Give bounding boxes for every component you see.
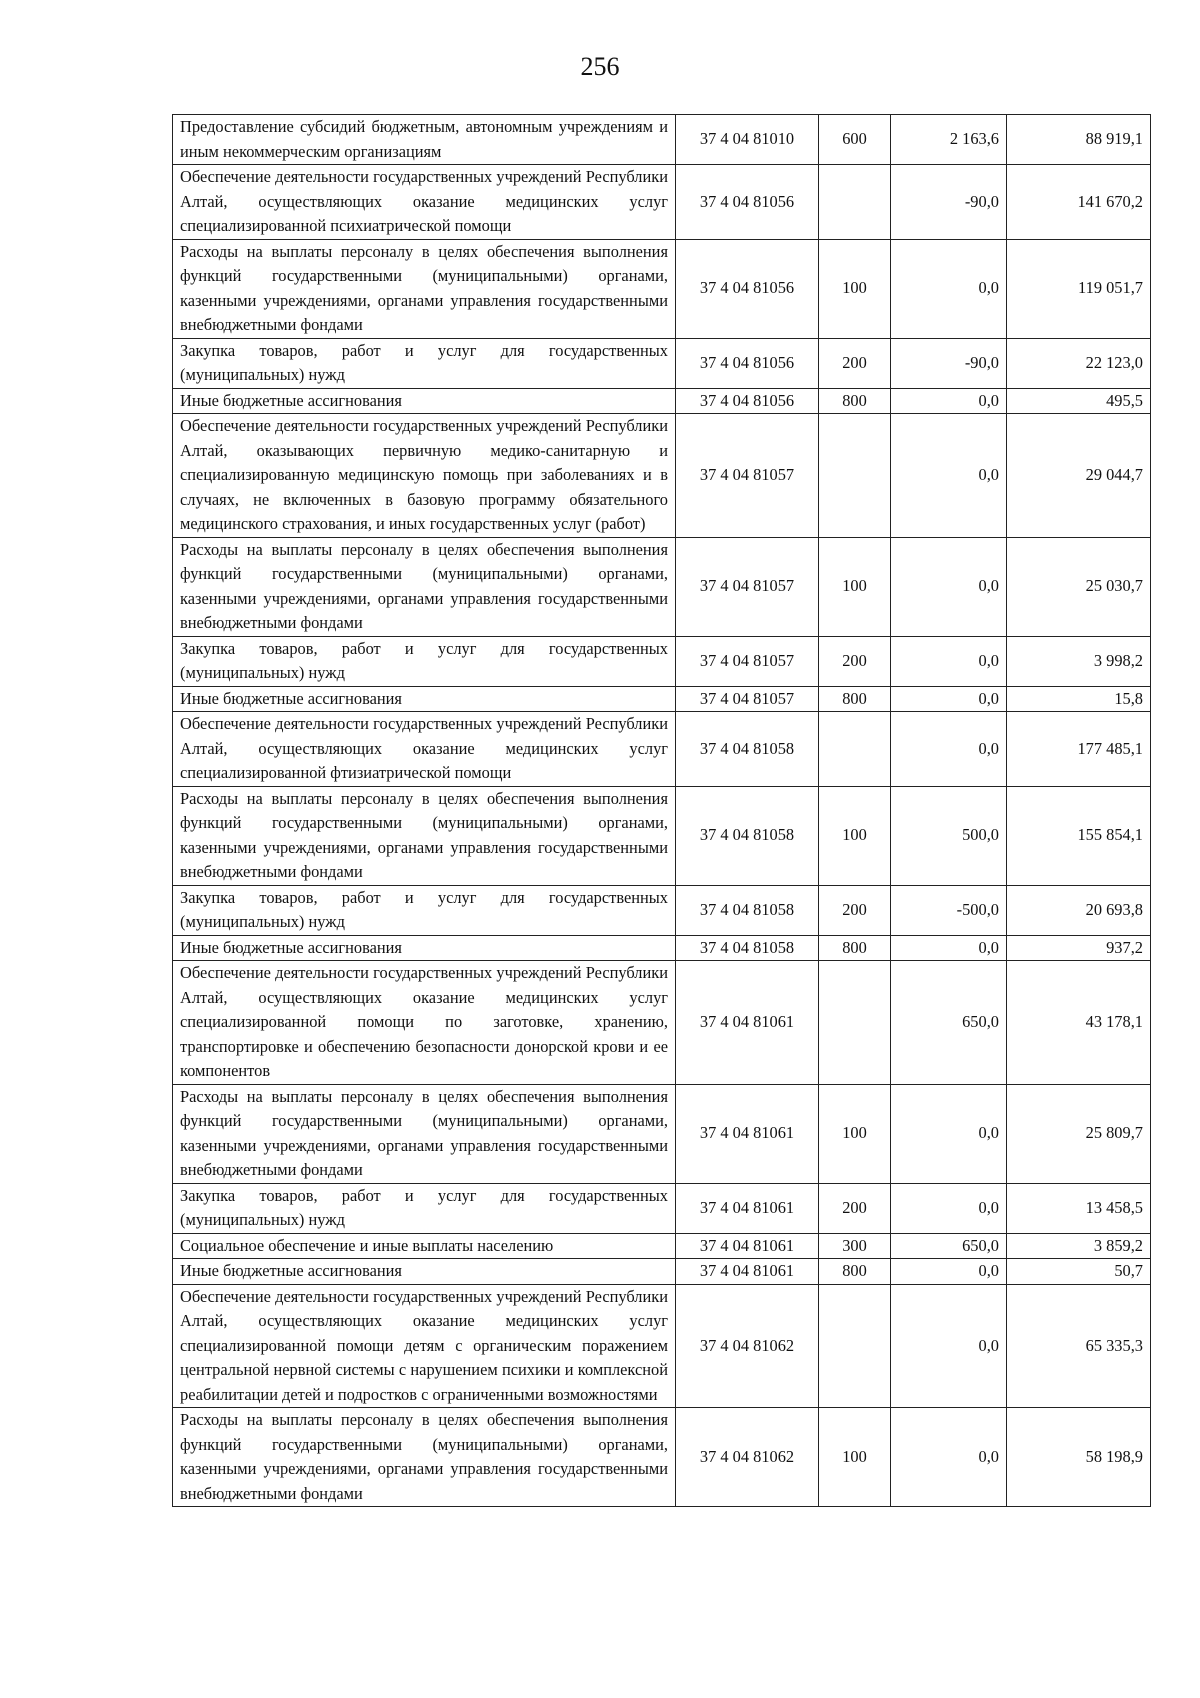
row-code: 37 4 04 81058: [676, 712, 819, 787]
row-name: Иные бюджетные ассигнования: [173, 1259, 676, 1285]
row-expense-type: [819, 414, 891, 538]
row-total: 177 485,1: [1007, 712, 1151, 787]
row-change: -90,0: [891, 338, 1007, 388]
row-change: 0,0: [891, 388, 1007, 414]
row-change: 650,0: [891, 1233, 1007, 1259]
row-code: 37 4 04 81061: [676, 1233, 819, 1259]
table-row: [173, 414, 1151, 538]
row-total: 25 809,7: [1007, 1084, 1151, 1183]
table-row: [173, 537, 1151, 636]
row-name: Закупка товаров, работ и услуг для государственных (муниципальных) нужд: [173, 338, 676, 388]
row-name: Закупка товаров, работ и услуг для государственных (муниципальных) нужд: [173, 636, 676, 686]
row-expense-type: 200: [819, 885, 891, 935]
row-change: 0,0: [891, 1408, 1007, 1507]
row-code: 37 4 04 81056: [676, 239, 819, 338]
row-name: Обеспечение деятельности государственных учреждений Республики Алтай, осуществляющих оказание медицинских услуг специализированной помощи детям с органическим поражением центральной нервной системы с нарушением психики и комплексной реабилитации детей и подростков с ограниченными возможностями: [173, 1284, 676, 1408]
row-expense-type: [819, 1284, 891, 1408]
row-expense-type: 200: [819, 338, 891, 388]
table-row: [173, 115, 1151, 165]
row-code: 37 4 04 81058: [676, 786, 819, 885]
row-expense-type: 100: [819, 1084, 891, 1183]
row-change: 0,0: [891, 414, 1007, 538]
row-name: Обеспечение деятельности государственных учреждений Республики Алтай, осуществляющих оказание медицинских услуг специализированной фтизиатрической помощи: [173, 712, 676, 787]
table-row: [173, 686, 1151, 712]
row-code: 37 4 04 81056: [676, 165, 819, 240]
row-total: 25 030,7: [1007, 537, 1151, 636]
row-change: 0,0: [891, 1183, 1007, 1233]
table-row: [173, 1084, 1151, 1183]
table-row: [173, 1233, 1151, 1259]
row-change: 0,0: [891, 636, 1007, 686]
row-total: 155 854,1: [1007, 786, 1151, 885]
row-code: 37 4 04 81010: [676, 115, 819, 165]
row-name: Предоставление субсидий бюджетным, автономным учреждениям и иным некоммерческим организациям: [173, 115, 676, 165]
row-total: 119 051,7: [1007, 239, 1151, 338]
table-row: [173, 388, 1151, 414]
row-change: 650,0: [891, 961, 1007, 1085]
page-number: 256: [580, 52, 620, 81]
table-row: [173, 165, 1151, 240]
row-code: 37 4 04 81057: [676, 537, 819, 636]
row-expense-type: 800: [819, 388, 891, 414]
row-code: 37 4 04 81061: [676, 1259, 819, 1285]
row-total: 65 335,3: [1007, 1284, 1151, 1408]
row-total: 58 198,9: [1007, 1408, 1151, 1507]
table-row: [173, 1259, 1151, 1285]
row-change: 500,0: [891, 786, 1007, 885]
row-change: 0,0: [891, 239, 1007, 338]
row-name: Иные бюджетные ассигнования: [173, 388, 676, 414]
row-name: Иные бюджетные ассигнования: [173, 686, 676, 712]
row-name: Расходы на выплаты персоналу в целях обеспечения выполнения функций государственными (муниципальными) органами, казенными учреждениями, органами управления государственными внебюджетными фондами: [173, 1408, 676, 1507]
row-code: 37 4 04 81061: [676, 1084, 819, 1183]
row-change: 0,0: [891, 1284, 1007, 1408]
row-total: 495,5: [1007, 388, 1151, 414]
row-change: 0,0: [891, 712, 1007, 787]
row-expense-type: 100: [819, 537, 891, 636]
row-name: Расходы на выплаты персоналу в целях обеспечения выполнения функций государственными (муниципальными) органами, казенными учреждениями, органами управления государственными внебюджетными фондами: [173, 537, 676, 636]
row-name: Социальное обеспечение и иные выплаты населению: [173, 1233, 676, 1259]
row-code: 37 4 04 81058: [676, 935, 819, 961]
row-code: 37 4 04 81057: [676, 414, 819, 538]
row-total: 50,7: [1007, 1259, 1151, 1285]
table-row: [173, 338, 1151, 388]
row-name: Расходы на выплаты персоналу в целях обеспечения выполнения функций государственными (муниципальными) органами, казенными учреждениями, органами управления государственными внебюджетными фондами: [173, 239, 676, 338]
table-row: [173, 935, 1151, 961]
row-name: Иные бюджетные ассигнования: [173, 935, 676, 961]
row-total: 141 670,2: [1007, 165, 1151, 240]
row-change: 0,0: [891, 935, 1007, 961]
row-total: 3 859,2: [1007, 1233, 1151, 1259]
row-expense-type: [819, 961, 891, 1085]
row-change: -90,0: [891, 165, 1007, 240]
row-total: 88 919,1: [1007, 115, 1151, 165]
row-expense-type: 300: [819, 1233, 891, 1259]
row-total: 20 693,8: [1007, 885, 1151, 935]
row-expense-type: [819, 712, 891, 787]
row-total: 29 044,7: [1007, 414, 1151, 538]
row-change: -500,0: [891, 885, 1007, 935]
table-row: [173, 636, 1151, 686]
row-name: Расходы на выплаты персоналу в целях обеспечения выполнения функций государственными (муниципальными) органами, казенными учреждениями, органами управления государственными внебюджетными фондами: [173, 786, 676, 885]
table-row: [173, 1408, 1151, 1507]
row-expense-type: 100: [819, 786, 891, 885]
table-row: [173, 239, 1151, 338]
row-name: Закупка товаров, работ и услуг для государственных (муниципальных) нужд: [173, 885, 676, 935]
row-total: 13 458,5: [1007, 1183, 1151, 1233]
row-change: 2 163,6: [891, 115, 1007, 165]
row-expense-type: 800: [819, 686, 891, 712]
row-code: 37 4 04 81056: [676, 388, 819, 414]
row-total: 3 998,2: [1007, 636, 1151, 686]
row-expense-type: 100: [819, 239, 891, 338]
row-name: Обеспечение деятельности государственных учреждений Республики Алтай, оказывающих первичную медико-санитарную и специализированную медицинскую помощь при заболеваниях и в случаях, не включенных в базовую программу обязательного медицинского страхования, и иных государственных услуг (работ): [173, 414, 676, 538]
row-code: 37 4 04 81058: [676, 885, 819, 935]
budget-table: [172, 114, 1151, 1507]
table-row: [173, 961, 1151, 1085]
table-row: [173, 786, 1151, 885]
row-name: Расходы на выплаты персоналу в целях обеспечения выполнения функций государственными (муниципальными) органами, казенными учреждениями, органами управления государственными внебюджетными фондами: [173, 1084, 676, 1183]
row-code: 37 4 04 81057: [676, 636, 819, 686]
row-expense-type: 100: [819, 1408, 891, 1507]
row-expense-type: 800: [819, 1259, 891, 1285]
table-row: [173, 885, 1151, 935]
row-expense-type: 200: [819, 1183, 891, 1233]
table-row: [173, 712, 1151, 787]
table-row: [173, 1183, 1151, 1233]
row-code: 37 4 04 81057: [676, 686, 819, 712]
row-total: 43 178,1: [1007, 961, 1151, 1085]
row-expense-type: 600: [819, 115, 891, 165]
table-row: [173, 1284, 1151, 1408]
row-code: 37 4 04 81062: [676, 1408, 819, 1507]
row-name: Обеспечение деятельности государственных учреждений Республики Алтай, осуществляющих оказание медицинских услуг специализированной психиатрической помощи: [173, 165, 676, 240]
row-change: 0,0: [891, 537, 1007, 636]
row-name: Закупка товаров, работ и услуг для государственных (муниципальных) нужд: [173, 1183, 676, 1233]
row-code: 37 4 04 81061: [676, 1183, 819, 1233]
row-expense-type: 800: [819, 935, 891, 961]
row-expense-type: 200: [819, 636, 891, 686]
budget-table-body: [173, 115, 1151, 1507]
row-total: 22 123,0: [1007, 338, 1151, 388]
row-code: 37 4 04 81062: [676, 1284, 819, 1408]
row-code: 37 4 04 81056: [676, 338, 819, 388]
row-name: Обеспечение деятельности государственных учреждений Республики Алтай, осуществляющих оказание медицинских услуг специализированной помощи по заготовке, хранению, транспортировке и обеспечению безопасности донорской крови и ее компонентов: [173, 961, 676, 1085]
row-change: 0,0: [891, 686, 1007, 712]
row-total: 15,8: [1007, 686, 1151, 712]
row-total: 937,2: [1007, 935, 1151, 961]
row-change: 0,0: [891, 1084, 1007, 1183]
row-code: 37 4 04 81061: [676, 961, 819, 1085]
row-change: 0,0: [891, 1259, 1007, 1285]
row-expense-type: [819, 165, 891, 240]
